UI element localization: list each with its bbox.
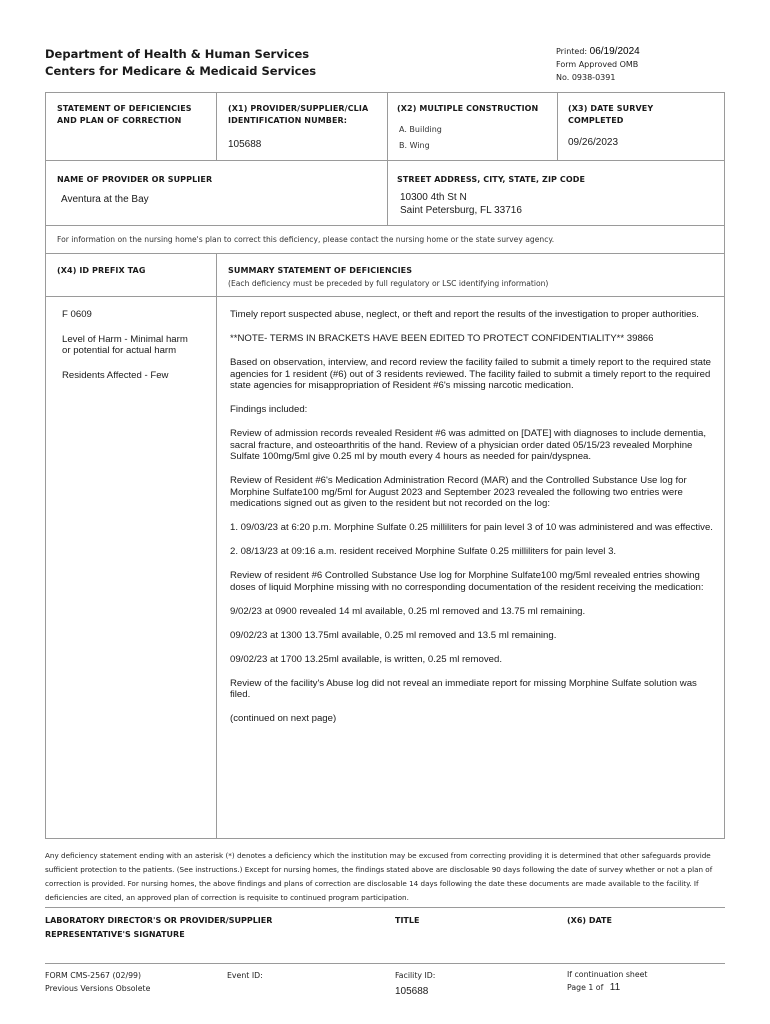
deficiency-tag: F 0609 xyxy=(62,309,92,320)
summary-paragraph: Review of Resident #6's Medication Administration Record (MAR) and the Controlled Substance Use log for Morphine Sulfate100 mg/5ml for August 2023 and September 2023 revealed the following two entries were medications signed out as given to the resident but not recorded on the log: xyxy=(230,475,687,509)
print-info xyxy=(556,45,640,84)
summary-paragraph: 2. 08/13/23 at 09:16 a.m. resident received Morphine Sulfate 0.25 milliliters for pain level 3. xyxy=(230,546,617,557)
building-label: A. Building xyxy=(399,125,442,134)
divider xyxy=(46,225,724,226)
summary-paragraph: 09/02/23 at 1700 13.25ml available, is written, 0.25 ml removed. xyxy=(230,653,502,665)
printed-label: Printed: xyxy=(556,47,588,56)
provider-name-label: NAME OF PROVIDER OR SUPPLIER xyxy=(57,175,213,184)
summary-sublabel: (Each deficiency must be preceded by full regulatory or LSC identifying information) xyxy=(228,279,549,288)
divider xyxy=(216,93,217,160)
x3-label: (X3) DATE SURVEY COMPLETED xyxy=(568,104,654,125)
continued-note: (continued on next page) xyxy=(230,713,337,724)
agency-line-1: Department of Health & Human Services xyxy=(45,47,310,61)
residents-affected: Residents Affected - Few xyxy=(62,369,169,381)
statement-label: STATEMENT OF DEFICIENCIES AND PLAN OF CORRECTION xyxy=(57,104,192,125)
omb-number: No. 0938-0391 xyxy=(556,73,616,82)
divider xyxy=(45,907,725,908)
agency-line-2: Centers for Medicare & Medicaid Services xyxy=(45,64,317,78)
summary-paragraph: Based on observation, interview, and record review the facility failed to submit a timely report to the required state agencies for 1 resident (#6) out of 3 residents reviewed. The facility failed to submit a timely report to the required state agencies for misappropriation of Resident #6's missing narcotic medication. xyxy=(230,357,711,391)
summary-paragraph: 09/02/23 at 1300 13.75ml available, 0.25 ml removed and 13.5 ml remaining. xyxy=(230,629,557,641)
wing-label: B. Wing xyxy=(399,141,430,150)
x2-label: (X2) MULTIPLE CONSTRUCTION xyxy=(397,104,539,113)
summary-paragraph: **NOTE- TERMS IN BRACKETS HAVE BEEN EDITED TO PROTECT CONFIDENTIALITY** 39866 xyxy=(230,333,654,344)
summary-paragraph: 1. 09/03/23 at 6:20 p.m. Morphine Sulfate 0.25 milliliters for pain level 3 of 10 was administered and was effective. xyxy=(230,522,713,533)
id-prefix-label: (X4) ID PREFIX TAG xyxy=(57,266,146,275)
address-line-1: 10300 4th St N xyxy=(400,192,467,203)
provider-name-value: Aventura at the Bay xyxy=(61,194,149,205)
x1-label: (X1) PROVIDER/SUPPLIER/CLIA IDENTIFICATION NUMBER: xyxy=(228,104,369,125)
divider xyxy=(387,93,388,225)
event-id-label: Event ID: xyxy=(227,971,263,980)
divider xyxy=(46,160,724,161)
address-line-2: Saint Petersburg, FL 33716 xyxy=(400,205,522,216)
divider xyxy=(46,296,724,297)
info-note: For information on the nursing home's plan to correct this deficiency, please contact the nursing home or the state survey agency. xyxy=(57,235,555,244)
printed-date: 06/19/2024 xyxy=(589,46,640,57)
continuation-note: If continuation sheet xyxy=(567,970,648,979)
form-approved: Form Approved OMB xyxy=(556,60,639,69)
divider xyxy=(557,93,558,160)
signature-label: LABORATORY DIRECTOR'S OR PROVIDER/SUPPLIER REPRESENTATIVE'S SIGNATURE xyxy=(45,916,273,939)
date-label: (X6) DATE xyxy=(567,916,612,925)
divider xyxy=(46,253,724,254)
deficiency-summary xyxy=(230,309,715,737)
page-total: 11 xyxy=(609,982,621,993)
form-id: FORM CMS-2567 (02/99) Previous Versions Obsolete xyxy=(45,971,151,993)
address-label: STREET ADDRESS, CITY, STATE, ZIP CODE xyxy=(397,175,586,184)
harm-level: Level of Harm - Minimal harm or potential for actual harm xyxy=(62,333,188,356)
summary-paragraph: Findings included: xyxy=(230,404,308,415)
title-label: TITLE xyxy=(395,916,420,925)
agency-header xyxy=(45,46,316,80)
facility-id-value: 105688 xyxy=(395,986,429,997)
page-indicator: Page 1 of 11 xyxy=(567,982,621,993)
survey-date-value: 09/26/2023 xyxy=(568,137,619,148)
divider xyxy=(216,253,217,839)
summary-paragraph: Review of admission records revealed Resident #6 was admitted on [DATE] with diagnoses to include dementia, sacral fracture, and osteoarthritis of the hand. Review of a physician order dated 05/15/23 revealed Morphine Sulfate 100mg/5ml give 0.25 ml by mouth every 4 hours as needed for pain/dyspnea. xyxy=(230,428,707,462)
summary-paragraph: Review of the facility's Abuse log did not reveal an immediate report for missing Morphine Sulfate solution was filed. xyxy=(230,677,697,700)
divider xyxy=(45,963,725,964)
provider-id-value: 105688 xyxy=(228,139,262,150)
summary-paragraph: Review of resident #6 Controlled Substance Use log for Morphine Sulfate100 mg/5ml revealed entries showing doses of liquid Morphine missing with no corresponding documentation of the resident receiving the medication: xyxy=(230,570,704,593)
tag-column xyxy=(62,309,212,394)
disclaimer-text: Any deficiency statement ending with an asterisk (*) denotes a deficiency which the institution may be excused from correcting providing it is determined that other safeguards provide sufficient protection to the patients. (See instructions.) Except for nursing homes, the findings stated above are disclosable 90 days following the date of survey whether or not a plan of correction is provided. For nursing homes, the above findings and plans of correction are disclosable 14 days following the date these documents are made available to the facility. If deficiencies are cited, an approved plan of correction is requisite to continued program participation. xyxy=(45,851,713,902)
summary-label: SUMMARY STATEMENT OF DEFICIENCIES xyxy=(228,266,413,275)
facility-id-label: Facility ID: xyxy=(395,971,436,980)
deficiency-form xyxy=(45,92,725,839)
summary-paragraph: 9/02/23 at 0900 revealed 14 ml available, 0.25 ml removed and 13.75 ml remaining. xyxy=(230,605,586,617)
summary-paragraph: Timely report suspected abuse, neglect, or theft and report the results of the investigation to proper authorities. xyxy=(230,309,699,320)
